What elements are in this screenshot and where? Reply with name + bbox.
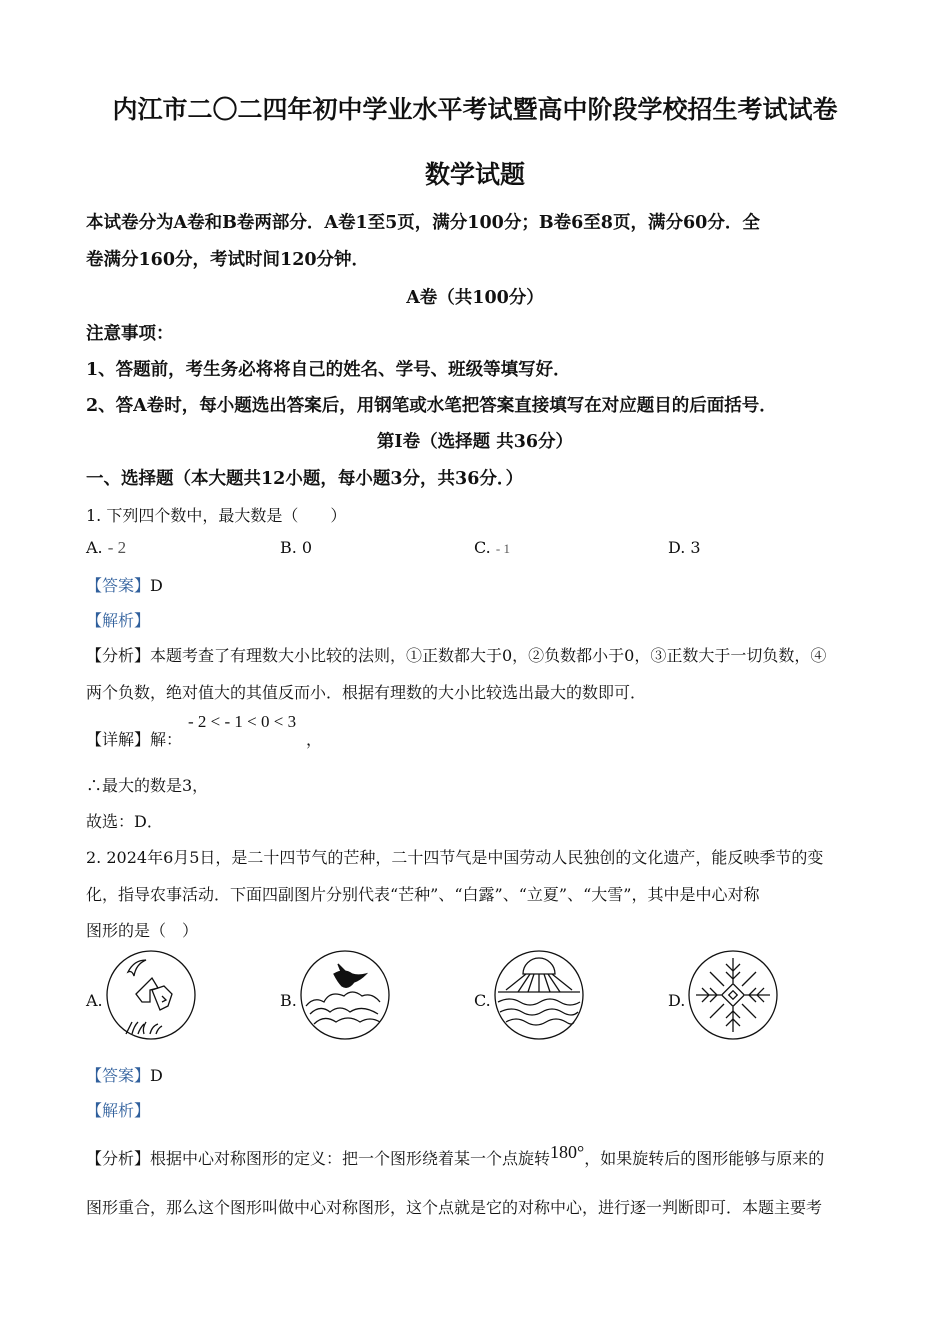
q1-analysis-line-2: 两个负数，绝对值大的其值反而小．根据有理数的大小比较选出最大的数即可． <box>86 683 647 702</box>
q1-option-b: B. 0 <box>280 538 313 557</box>
q1-option-a-label: A. <box>86 538 103 557</box>
q1-option-a-value: - 2 <box>107 538 127 557</box>
q2-analysis-angle: 180° <box>550 1142 585 1162</box>
q2-analysis-line-2: 图形重合，那么这个图形叫做中心对称图形，这个点就是它的对称中心，进行逐一判断即可．本题主要考 <box>86 1198 823 1217</box>
mangzhong-icon <box>106 950 196 1040</box>
q2-stem-line-1: 2. 2024年6月5日，是二十四节气的芒种，二十四节气是中国劳动人民独创的文化遗产，能反映季节的变 <box>86 848 824 867</box>
q1-analysis-line-1: 【分析】本题考查了有理数大小比较的法则，①正数都大于0，②负数都小于0，③正数大于一切负数，④ <box>86 646 827 665</box>
part1-heading: 第Ⅰ卷（选择题 共36分） <box>376 432 574 452</box>
q1-answer-tag: 【答案】 <box>86 576 151 595</box>
notes-heading: 注意事项： <box>86 324 174 344</box>
q1-detail-math: - 2 < - 1 < 0 < 3 <box>188 712 297 731</box>
section-a-heading: A卷（共100分） <box>406 288 544 308</box>
q1-option-a <box>86 538 126 558</box>
q2-analysis-line-1-b: ，如果旋转后的图形能够与原来的 <box>584 1149 825 1168</box>
q1-conclusion: ∴最大的数是3， <box>86 776 209 795</box>
q1-option-c-value: - 1 <box>495 541 510 556</box>
exam-subtitle: 数学试题 <box>424 160 525 189</box>
q2-analysis-tag: 【解析】 <box>86 1101 151 1120</box>
q2-option-a: A. <box>86 991 103 1010</box>
q1-option-c-label: C. <box>474 538 491 557</box>
q1-analysis-tag: 【解析】 <box>86 611 151 630</box>
q2-analysis-line-1-a: 【分析】根据中心对称图形的定义：把一个图形绕着某一个点旋转 <box>86 1149 551 1168</box>
intro-line-2: 卷满分160分，考试时间120分钟． <box>86 250 370 270</box>
bailu-icon <box>300 950 390 1040</box>
q1-answer-value: D <box>150 576 163 595</box>
part1-section-heading: 一、选择题（本大题共12小题，每小题3分，共36分．） <box>86 469 524 489</box>
q1-detail-tail: ， <box>306 730 323 749</box>
q1-option-c <box>474 538 510 557</box>
q2-option-b: B. <box>280 991 297 1010</box>
q2-stem-line-2: 化，指导农事活动．下面四副图片分别代表“芒种”、“白露”、“立夏”、“大雪”，其中是中心对称 <box>86 885 760 904</box>
q1-stem: 1. 下列四个数中，最大数是（ ） <box>86 506 347 525</box>
q2-option-c: C. <box>474 991 491 1010</box>
notes-item-2: 2、答A卷时，每小题选出答案后，用钢笔或水笔把答案直接填写在对应题目的后面括号． <box>86 396 777 416</box>
q2-answer-value: D <box>150 1066 163 1085</box>
q1-option-d: D. 3 <box>668 538 701 557</box>
q2-answer-tag: 【答案】 <box>86 1066 151 1085</box>
q1-choose: 故选：D． <box>86 812 163 831</box>
q1-detail-label: 【详解】解： <box>86 730 183 749</box>
q2-analysis-line-1 <box>86 1142 825 1169</box>
q1-answer <box>86 573 163 596</box>
q2-option-d: D. <box>668 991 686 1010</box>
q2-answer <box>86 1063 163 1086</box>
lixia-icon <box>494 950 584 1040</box>
notes-item-1: 1、答题前，考生务必将将自己的姓名、学号、班级等填写好． <box>86 360 571 380</box>
q2-stem-line-3: 图形的是（ ） <box>86 921 199 940</box>
daxue-icon <box>688 950 778 1040</box>
exam-title: 内江市二〇二四年初中学业水平考试暨高中阶段学校招生考试试卷 <box>112 95 838 124</box>
intro-line-1: 本试卷分为A卷和B卷两部分．A卷1至5页，满分100分；B卷6至8页，满分60分．全 <box>86 213 760 233</box>
